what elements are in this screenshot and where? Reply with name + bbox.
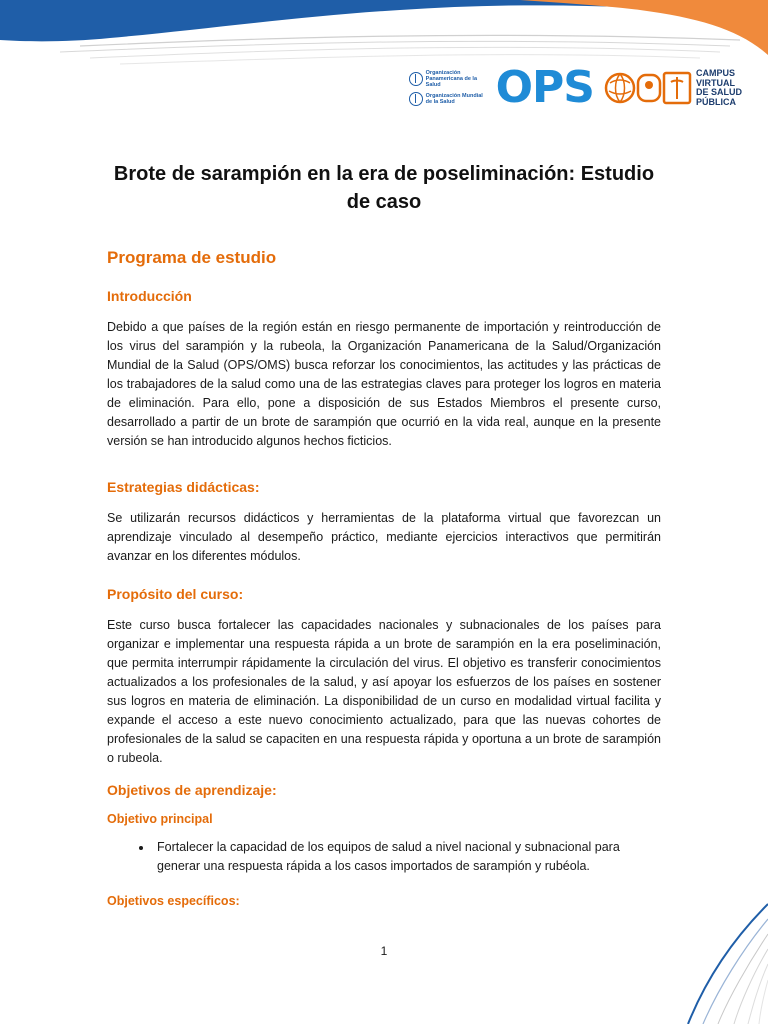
paho-emblem-icon xyxy=(409,72,423,86)
footer-wave-decoration xyxy=(588,894,768,1024)
intro-paragraph: Debido a que países de la región están en riesgo permanente de importación y reintroducción de los virus del sarampión y la rubeola, la Organización Panamericana de la Salud/Organización Mundial de la Salud (OPS/OMS) busca reforzar los conocimientos, las actitudes y las prácticas de los trabajadores de la salud como una de las estrategias claves para proteger los logros en materia de eliminación. Para ello, pone a disposición de sus Estados Miembros el presente curso, desarrollado a partir de un brote de sarampión que ocurrió en la vida real, aunque en la presente versión se han introducido algunos hechos ficticios. xyxy=(107,320,661,448)
campus-line-1: CAMPUS xyxy=(696,68,736,78)
campus-line-3: DE SALUD xyxy=(696,87,743,97)
main-objectives-list xyxy=(107,838,661,876)
strategies-paragraph: Se utilizarán recursos didácticos y herramientas de la plataforma virtual que favorezcan un aprendizaje vinculado al desempeño práctico, mediante ejercicios interactivos que permitirán avanzar en los diferentes módulos. xyxy=(107,511,661,563)
program-heading: Programa de estudio xyxy=(107,248,277,267)
header-wave-decoration xyxy=(0,0,768,70)
objectives-heading: Objetivos de aprendizaje: xyxy=(107,782,277,798)
campus-virtual-text xyxy=(696,69,748,107)
specific-objectives-heading: Objetivos específicos: xyxy=(107,894,240,908)
purpose-heading: Propósito del curso: xyxy=(107,586,244,602)
document-title: Brote de sarampión en la era de poseliminación: Estudio de caso xyxy=(113,163,655,213)
header-logos xyxy=(409,62,748,113)
campus-virtual-logo xyxy=(604,69,748,107)
who-emblem-icon xyxy=(409,92,423,106)
paho-who-logo xyxy=(409,70,486,106)
page-number: 1 xyxy=(380,944,388,958)
strategies-heading: Estrategias didácticas: xyxy=(107,479,260,495)
paho-name: Organización Panamericana de la Salud xyxy=(425,70,478,88)
campus-virtual-icon xyxy=(604,69,692,107)
document-body xyxy=(107,160,661,920)
intro-heading: Introducción xyxy=(107,288,192,304)
campus-line-4: PÚBLICA xyxy=(696,96,736,107)
purpose-paragraph: Este curso busca fortalecer las capacidades nacionales y subnacionales de los países para organizar e implementar una respuesta rápida a un brote de sarampión en la era poseliminación, que permita interrumpir rápidamente la circulación del virus. El objetivo es transferir conocimientos actualizados a los profesionales de la salud, y así apoyar los esfuerzos de los países en sostener sus logros en materia de eliminación. La disponibilidad de un curso en modalidad virtual facilita y expande el acceso a este nuevo conocimiento actualizado, para que las nuevas cohortes de profesionales de la salud se capaciten en una respuesta rápida y oportuna a un brote de sarampión o rubeola. xyxy=(107,618,661,765)
main-objective-heading: Objetivo principal xyxy=(107,812,213,826)
campus-line-2: VIRTUAL xyxy=(696,77,735,88)
who-name: Organización Mundial de la Salud xyxy=(425,93,483,105)
ops-logo: OPS xyxy=(495,62,594,113)
list-item: • Fortalecer la capacidad de los equipos de salud a nivel nacional y subnacional para generar una respuesta rápida a los casos importados de sarampión y rubéola. xyxy=(153,838,661,876)
